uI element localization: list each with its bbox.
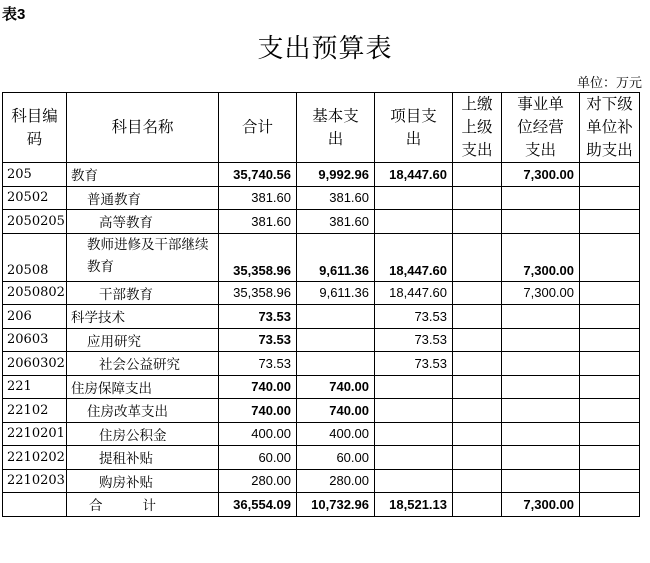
cell-project [375, 375, 453, 399]
cell-business [502, 305, 580, 329]
cell-total: 73.53 [219, 305, 297, 329]
cell-total: 73.53 [219, 328, 297, 352]
cell-basic: 740.00 [297, 375, 375, 399]
header-upper: 上缴上级支出 [453, 93, 502, 163]
cell-total: 381.60 [219, 186, 297, 210]
table-row [3, 163, 640, 187]
cell-project [375, 210, 453, 234]
cell-lower [580, 352, 640, 376]
table-row [3, 399, 640, 423]
cell-total: 381.60 [219, 210, 297, 234]
cell-upper [453, 163, 502, 187]
cell-lower [580, 328, 640, 352]
header-name: 科目名称 [67, 93, 219, 163]
total-row [3, 493, 640, 517]
cell-project: 18,447.60 [375, 233, 453, 281]
cell-total: 35,358.96 [219, 233, 297, 281]
cell-total: 400.00 [219, 422, 297, 446]
cell-business [502, 469, 580, 493]
cell-total: 280.00 [219, 469, 297, 493]
table-row [3, 422, 640, 446]
cell-total: 35,740.56 [219, 163, 297, 187]
cell-name: 社会公益研究 [67, 352, 219, 376]
cell-name: 购房补贴 [67, 469, 219, 493]
cell-code: 2210203 [3, 469, 67, 493]
cell-upper [453, 493, 502, 517]
cell-project: 73.53 [375, 352, 453, 376]
cell-business [502, 210, 580, 234]
cell-project: 18,447.60 [375, 281, 453, 305]
cell-code: 2210201 [3, 422, 67, 446]
cell-business: 7,300.00 [502, 233, 580, 281]
header-basic: 基本支出 [297, 93, 375, 163]
cell-project: 73.53 [375, 328, 453, 352]
table-tag: 表3 [2, 6, 26, 23]
cell-code: 20508 [3, 233, 67, 281]
table-row [3, 305, 640, 329]
cell-code: 206 [3, 305, 67, 329]
cell-code: 205 [3, 163, 67, 187]
table-row [3, 375, 640, 399]
cell-name: 高等教育 [67, 210, 219, 234]
cell-upper [453, 446, 502, 470]
cell-upper [453, 328, 502, 352]
table-row [3, 446, 640, 470]
cell-project [375, 422, 453, 446]
cell-code: 2210202 [3, 446, 67, 470]
cell-business [502, 446, 580, 470]
cell-name: 提租补贴 [67, 446, 219, 470]
table-row [3, 352, 640, 376]
cell-upper [453, 469, 502, 493]
table-row [3, 281, 640, 305]
cell-name: 科学技术 [67, 305, 219, 329]
cell-lower [580, 399, 640, 423]
cell-name: 住房公积金 [67, 422, 219, 446]
cell-name: 住房改革支出 [67, 399, 219, 423]
header-code: 科目编码 [3, 93, 67, 163]
cell-lower [580, 305, 640, 329]
cell-code: 22102 [3, 399, 67, 423]
cell-total: 740.00 [219, 375, 297, 399]
cell-basic: 9,992.96 [297, 163, 375, 187]
cell-upper [453, 399, 502, 423]
cell-lower [580, 375, 640, 399]
cell-basic: 740.00 [297, 399, 375, 423]
cell-lower [580, 446, 640, 470]
cell-total: 35,358.96 [219, 281, 297, 305]
header-total: 合计 [219, 93, 297, 163]
cell-lower [580, 469, 640, 493]
cell-basic [297, 352, 375, 376]
cell-business: 7,300.00 [502, 281, 580, 305]
cell-basic: 400.00 [297, 422, 375, 446]
cell-total: 36,554.09 [219, 493, 297, 517]
cell-project [375, 446, 453, 470]
cell-upper [453, 233, 502, 281]
cell-name: 干部教育 [67, 281, 219, 305]
cell-project [375, 399, 453, 423]
cell-code: 2050205 [3, 210, 67, 234]
cell-business: 7,300.00 [502, 163, 580, 187]
cell-project [375, 469, 453, 493]
cell-basic: 381.60 [297, 186, 375, 210]
cell-basic: 9,611.36 [297, 281, 375, 305]
header-business: 事业单位经营支出 [502, 93, 580, 163]
cell-upper [453, 186, 502, 210]
cell-upper [453, 305, 502, 329]
cell-basic: 9,611.36 [297, 233, 375, 281]
cell-lower [580, 233, 640, 281]
cell-basic: 60.00 [297, 446, 375, 470]
budget-table [2, 92, 640, 517]
total-label: 合计 [67, 493, 219, 517]
cell-basic: 10,732.96 [297, 493, 375, 517]
cell-upper [453, 375, 502, 399]
cell-lower [580, 210, 640, 234]
cell-code: 20502 [3, 186, 67, 210]
cell-total: 73.53 [219, 352, 297, 376]
cell-business [502, 328, 580, 352]
cell-lower [580, 281, 640, 305]
cell-name: 普通教育 [67, 186, 219, 210]
cell-upper [453, 210, 502, 234]
table-row [3, 233, 640, 281]
cell-code [3, 493, 67, 517]
cell-project: 18,447.60 [375, 163, 453, 187]
cell-lower [580, 422, 640, 446]
cell-lower [580, 186, 640, 210]
cell-business: 7,300.00 [502, 493, 580, 517]
cell-basic: 280.00 [297, 469, 375, 493]
unit-label: 单位：万元 [576, 76, 642, 91]
header-row [3, 93, 640, 163]
cell-name: 应用研究 [67, 328, 219, 352]
cell-name: 教师进修及干部继续教育 [67, 233, 219, 281]
cell-total: 60.00 [219, 446, 297, 470]
cell-basic [297, 328, 375, 352]
cell-upper [453, 352, 502, 376]
cell-code: 221 [3, 375, 67, 399]
cell-basic [297, 305, 375, 329]
header-lower: 对下级单位补助支出 [580, 93, 640, 163]
table-row [3, 469, 640, 493]
cell-name: 住房保障支出 [67, 375, 219, 399]
cell-business [502, 375, 580, 399]
table-row [3, 210, 640, 234]
cell-name: 教育 [67, 163, 219, 187]
cell-project: 73.53 [375, 305, 453, 329]
cell-business [502, 186, 580, 210]
cell-lower [580, 493, 640, 517]
cell-total: 740.00 [219, 399, 297, 423]
page-title: 支出预算表 [257, 34, 393, 64]
cell-code: 20603 [3, 328, 67, 352]
table-row [3, 186, 640, 210]
cell-lower [580, 163, 640, 187]
cell-code: 2060302 [3, 352, 67, 376]
cell-business [502, 399, 580, 423]
cell-business [502, 352, 580, 376]
cell-project [375, 186, 453, 210]
cell-upper [453, 422, 502, 446]
cell-project: 18,521.13 [375, 493, 453, 517]
header-project: 项目支出 [375, 93, 453, 163]
cell-code: 2050802 [3, 281, 67, 305]
cell-upper [453, 281, 502, 305]
table-row [3, 328, 640, 352]
cell-basic: 381.60 [297, 210, 375, 234]
cell-business [502, 422, 580, 446]
